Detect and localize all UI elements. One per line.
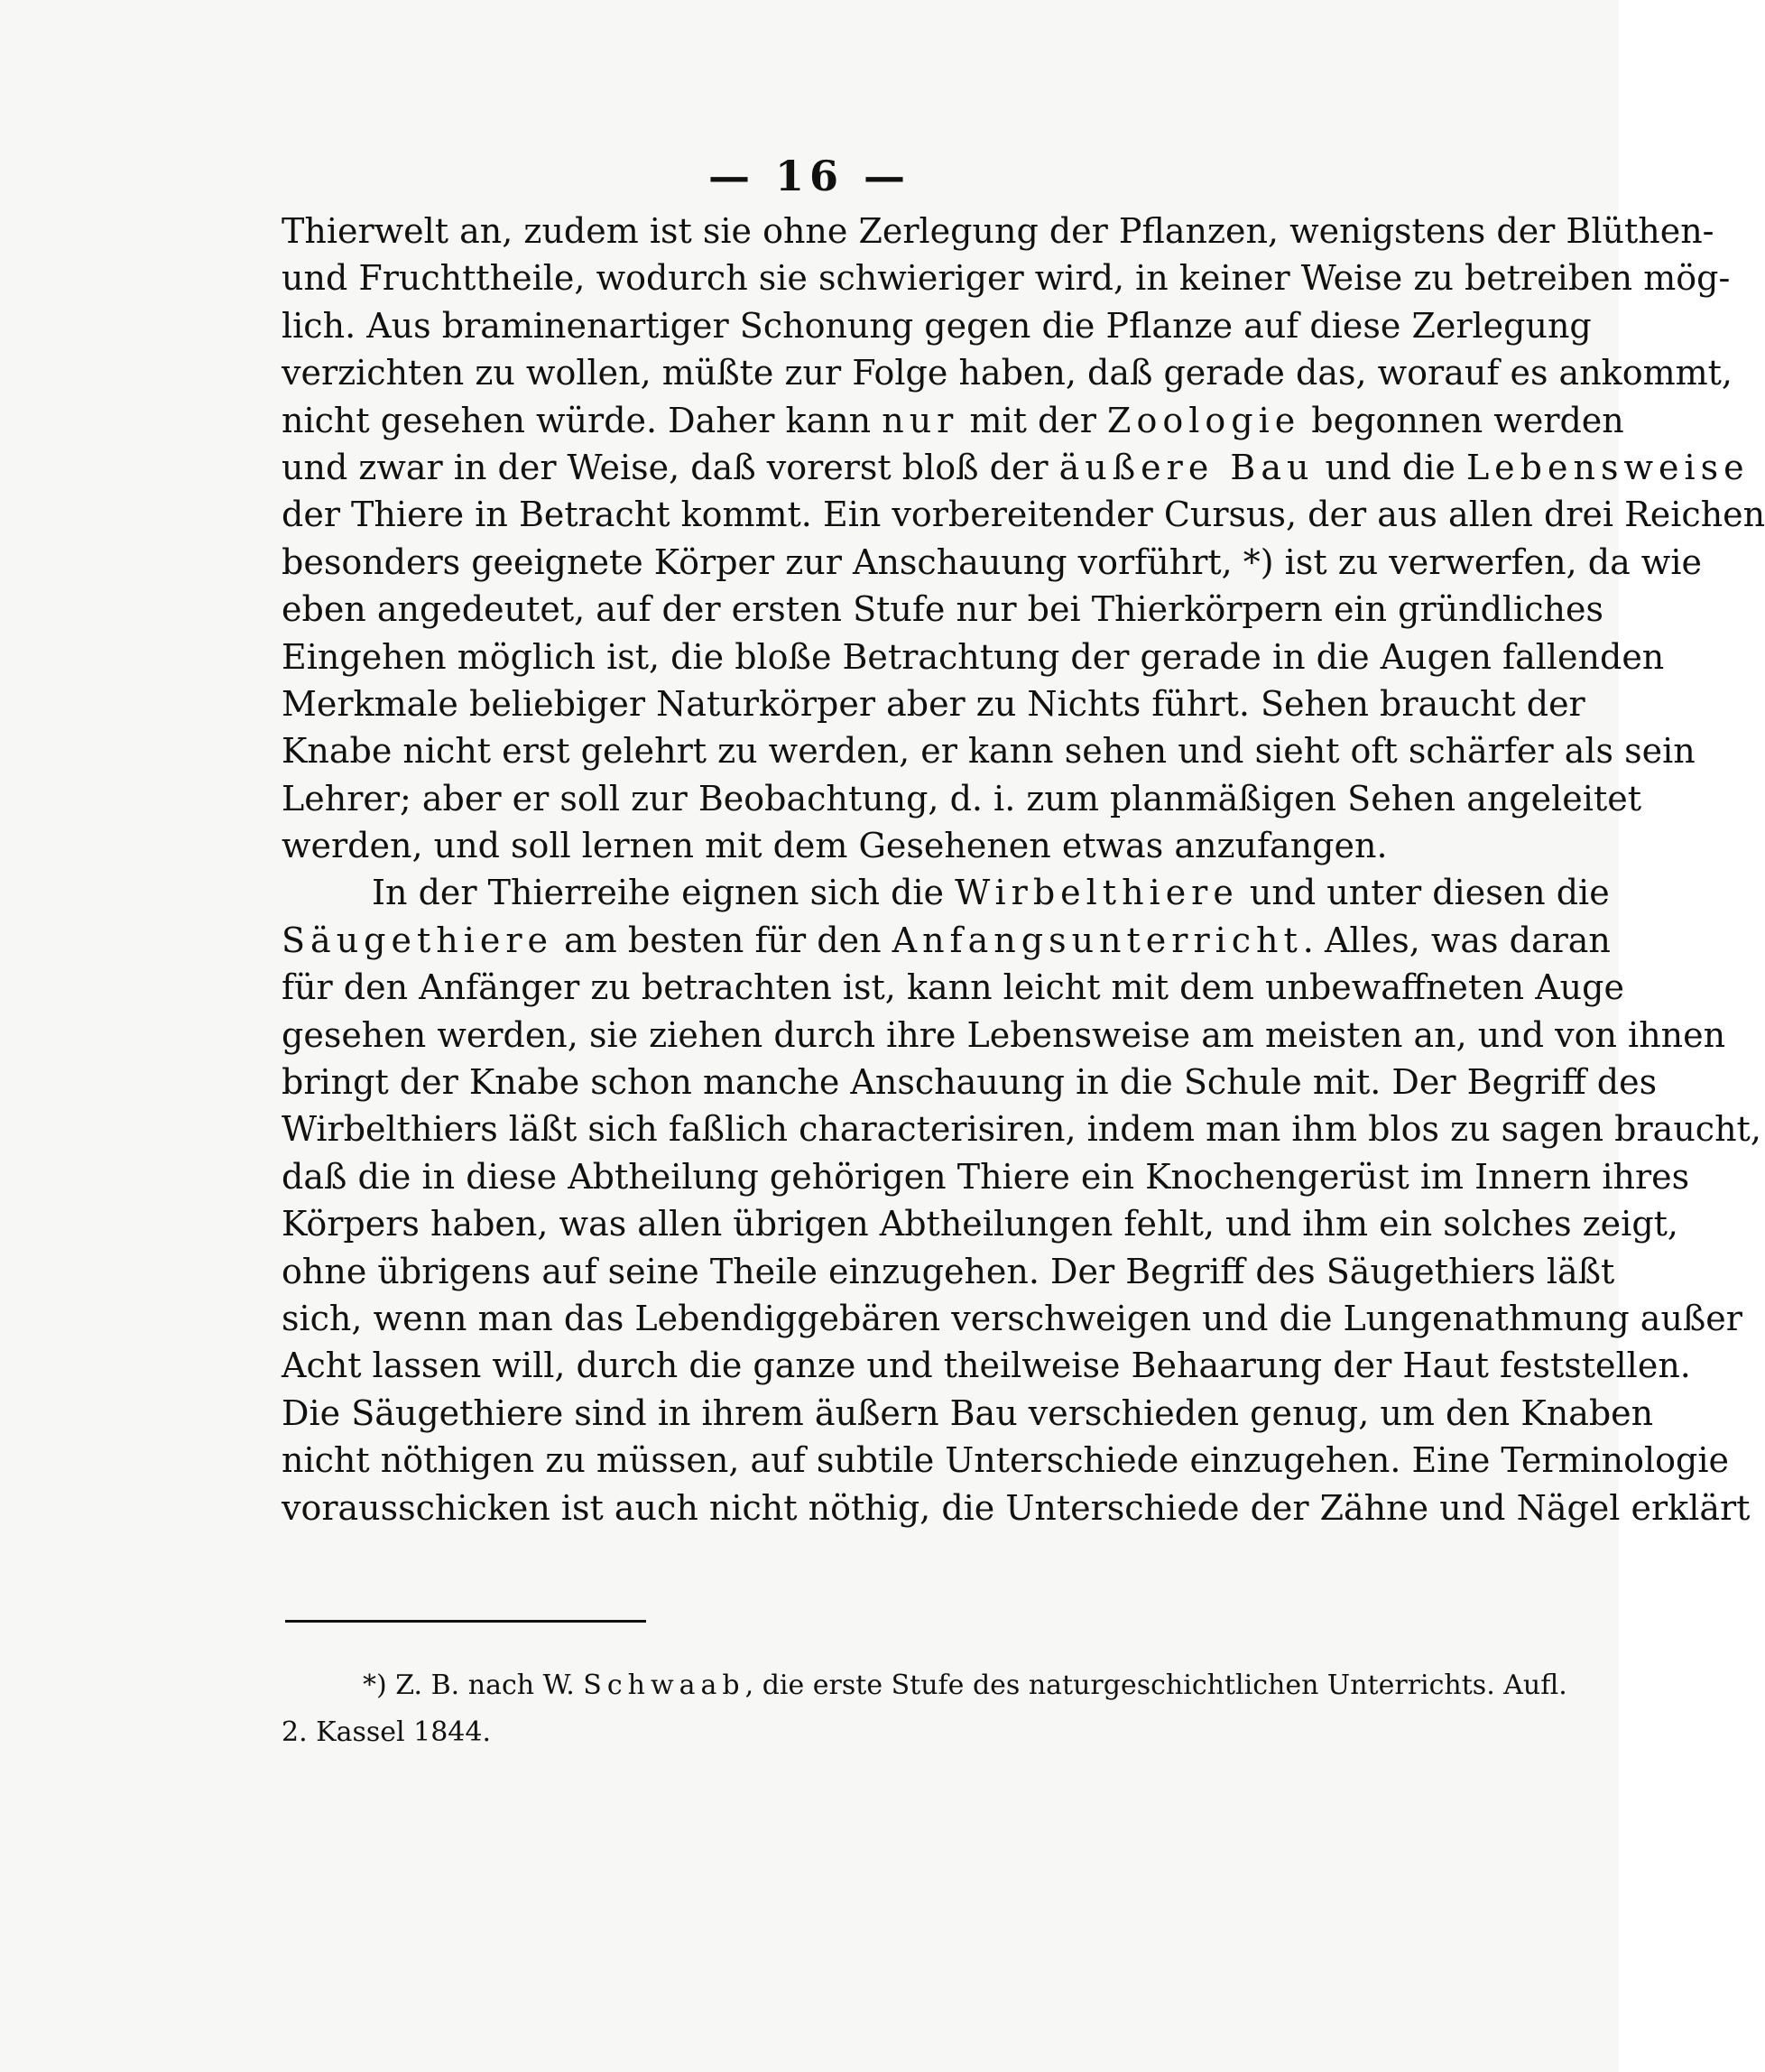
text-line: verzichten zu wollen, müßte zur Folge haben, daß gerade das, worauf es ankommt, xyxy=(282,353,1733,393)
spaced-emphasis: Zoologie xyxy=(1107,400,1301,440)
text-line: besonders geeignete Körper zur Anschauung vorführt, *) ist zu verwerfen, da wie xyxy=(282,541,1702,582)
spaced-emphasis: Säugethiere xyxy=(282,920,554,960)
text-line: bringt der Knabe schon manche Anschauung in die Schule mit. Der Begriff des xyxy=(282,1062,1658,1103)
text-line: der Thiere in Betracht kommt. Ein vorbereitender Cursus, der aus allen drei Reichen xyxy=(282,495,1765,535)
text-line: Acht lassen will, durch die ganze und theilweise Behaarung der Haut feststellen. xyxy=(282,1346,1691,1386)
spaced-emphasis: Lebensweise xyxy=(1465,447,1750,487)
text-line: Die Säugethiere sind in ihrem äußern Bau verschieden genug, um den Knaben xyxy=(282,1392,1654,1433)
text-line: Thierwelt an, zudem ist sie ohne Zerlegung der Pflanzen, wenigstens der Blüthen- xyxy=(282,211,1714,251)
footnote-line: *) Z. B. nach W. Schwaab, die erste Stufe des naturgeschichtlichen Unterrichts. Aufl. xyxy=(363,1670,1567,1701)
text-line: lich. Aus braminenartiger Schonung gegen die Pflanze auf diese Zerlegung xyxy=(282,305,1592,346)
spaced-emphasis: Wirbelthiere xyxy=(955,873,1239,913)
text-line: gesehen werden, sie ziehen durch ihre Lebensweise am meisten an, und von ihnen xyxy=(282,1014,1726,1055)
text-line: sich, wenn man das Lebendiggebären verschweigen und die Lungenathmung außer xyxy=(282,1298,1742,1338)
text-line: für den Anfänger zu betrachten ist, kann leicht mit dem unbewaffneten Auge xyxy=(282,967,1624,1008)
footnote-line: 2. Kassel 1844. xyxy=(282,1716,492,1748)
footnote-separator xyxy=(285,1620,646,1623)
text-line: vorausschicken ist auch nicht nöthig, die Unterschiede der Zähne und Nägel erklärt xyxy=(282,1487,1751,1528)
text-line: Knabe nicht erst gelehrt zu werden, er kann sehen und sieht oft schärfer als sein xyxy=(282,731,1696,772)
spaced-emphasis: Anfangsunterricht xyxy=(892,920,1303,960)
spaced-emphasis: nur xyxy=(882,400,959,440)
page-number: — 16 — xyxy=(707,152,911,200)
text-line: daß die in diese Abtheilung gehörigen Thiere ein Knochengerüst im Innern ihres xyxy=(282,1156,1690,1197)
text-line: Säugethiere am besten für den Anfangsunterricht. Alles, was daran xyxy=(282,920,1611,960)
text-line: Lehrer; aber er soll zur Beobachtung, d. i. zum planmäßigen Sehen angeleitet xyxy=(282,778,1641,819)
text-line: werden, und soll lernen mit dem Gesehenen etwas anzufangen. xyxy=(282,826,1388,866)
text-line: nicht nöthigen zu müssen, auf subtile Unterschiede einzugehen. Eine Terminologie xyxy=(282,1440,1730,1481)
spaced-emphasis: Schwaab xyxy=(583,1670,745,1701)
spaced-emphasis: äußere Bau xyxy=(1058,447,1315,487)
text-line: und zwar in der Weise, daß vorerst bloß der äußere Bau und die Lebensweise xyxy=(282,447,1750,487)
footnote xyxy=(282,1662,1567,1756)
text-line: Körpers haben, was allen übrigen Abtheilungen fehlt, und ihm ein solches zeigt, xyxy=(282,1204,1678,1244)
text-line: ohne übrigens auf seine Theile einzugehen. Der Begriff des Säugethiers läßt xyxy=(282,1251,1615,1291)
text-line: eben angedeutet, auf der ersten Stufe nur bei Thierkörpern ein gründliches xyxy=(282,589,1603,630)
text-line: Wirbelthiers läßt sich faßlich characterisiren, indem man ihm blos zu sagen braucht, xyxy=(282,1109,1761,1150)
body-text xyxy=(282,208,1765,1531)
text-line: Merkmale beliebiger Naturkörper aber zu Nichts führt. Sehen braucht der xyxy=(282,683,1585,724)
text-line: In der Thierreihe eignen sich die Wirbelthiere und unter diesen die xyxy=(372,873,1610,913)
text-line: Eingehen möglich ist, die bloße Betrachtung der gerade in die Augen fallenden xyxy=(282,636,1665,677)
text-line: und Fruchttheile, wodurch sie schwieriger wird, in keiner Weise zu betreiben mög- xyxy=(282,258,1731,299)
text-line: nicht gesehen würde. Daher kann nur mit der Zoologie begonnen werden xyxy=(282,400,1624,440)
